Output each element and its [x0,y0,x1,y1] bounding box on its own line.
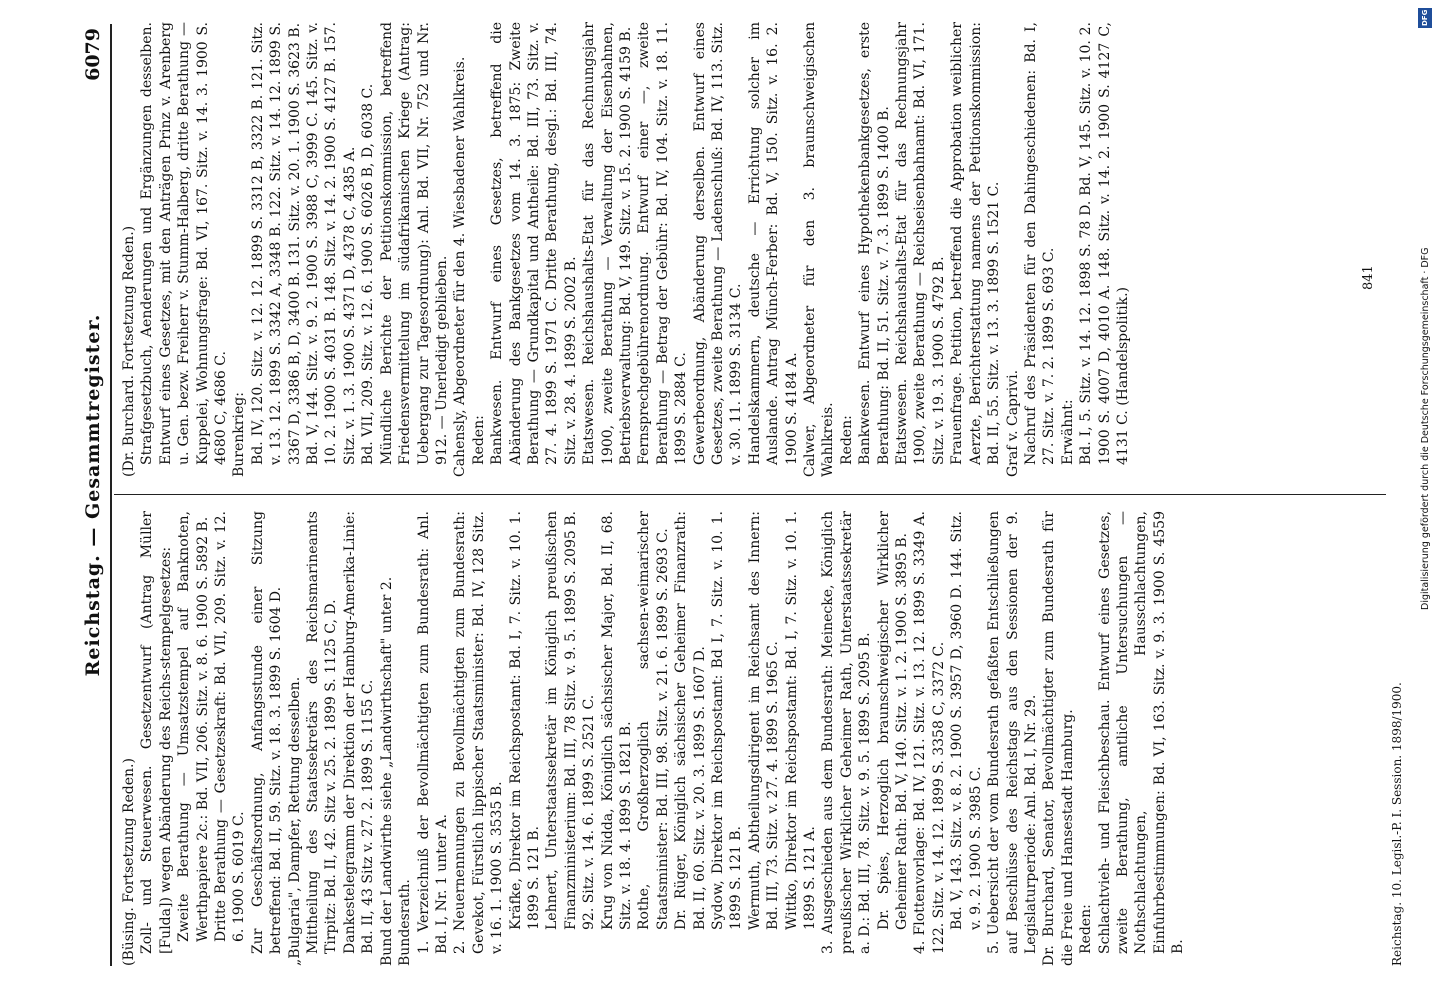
index-entry: Lehnert, Unterstaatssekretär im Königlich preußischen Finanzministerium: Bd. III, 78 Sitz. v. 9. 5. 1899 S. 2095 B. 92. Sitz. v. 14. 6. 1899 S. 2521 C. [544,511,598,930]
index-entry: (Büsing. Fortsetzung Reden.) [121,758,137,966]
index-entry: Mündliche Berichte der Petitionskommission, betreffend Friedensvermittelung im südafrikanischen Kriege (Antrag: Uebergang zur Tagesordnung): Anl. Bd. VII, Nr. 752 und Nr. 912. — Unerledigt geblieben. [378,22,450,465]
index-entry: Reden: [838,415,855,465]
index-entry: Handelskammern, deutsche — Errichtung solcher im Auslande. Antrag Münch-Ferber: Bd. V, 150. Sitz. v. 16. 2. 1900 S. 4184 A. [746,22,800,465]
rotated-page [64,0,1416,990]
index-entry: Dr. Spies, Herzoglich braunschweigischer Wirklicher Geheimer Rath: Bd. V, 140. Sitz. v. 1. 2. 1900 S. 3895 B. [875,511,911,930]
index-entry: Bd. I, 5. Sitz. v. 14. 12. 1898 S. 78 D. Bd. V, 145. Sitz. v. 10. 2. 1900 S. 4007 D, 4010 A. 148. Sitz. v. 14. 2. 1900 S. 4127 C, 4131 C. (Handelspolitik.) [1078,22,1131,465]
index-entry: Calwer, Abgeordneter für den 3. braunschweigischen Wahlkreis. [802,22,837,477]
index-entry: Burenkrieg: [231,392,248,477]
signature-mark: 841 [1361,265,1376,290]
index-entry: Bd. IV, 120. Sitz. v. 12. 12. 1899 S. 3312 B, 3322 B. 121. Sitz. v. 13. 12. 1899 S. 3342 A, 3348 B. 122. Sitz. v. 14. 12. 1899 S. 3367 D, 3386 B, D, 3400 B. 131. Sitz. v. 20. 1. 1900 S. 3623 B. [249,22,303,465]
index-entry: Bd. V, 143. Sitz. v. 8. 2. 1900 S. 3957 D, 3960 D. 144. Sitz. v. 9. 2. 1900 S. 3985 C. [949,511,984,930]
index-entry: Wermuth, Abtheilungsdirigent im Reichsamt des Innern: Bd. III, 73. Sitz. v. 27. 4. 1899 S. 1965 C. [746,511,782,930]
index-entry: Graf v. Caprivi. [1004,369,1021,477]
index-entry: Cahensly, Abgeordneter für den 4. Wiesbadener Wahlkreis. [452,56,469,477]
index-entry: Dankestelegramm der Direktion der Hamburg-Amerika-Linie: Bd. II, 43 Sitz v. 27. 2. 1899 S. 1155 C. [341,511,377,954]
index-entry: Bd. V, 144. Sitz. v. 9. 2. 1900 S. 3988 C, 3999 C. 145. Sitz. v. 10. 2. 1900 S. 4031 B. 148. Sitz. v. 14. 2. 1900 S. 4127 B. 157. Sitz. v. 1. 3. 1900 S. 4371 D, 4378 C, 4385 A. [305,22,358,465]
index-entry: Reden: [470,415,487,465]
index-entry: Bankwesen. Entwurf eines Gesetzes, betreffend die Abänderung des Bankgesetzes vom 14. 3. 1875: Zweite Berathung — Grundkapital und Antheile: Bd. III, 73. Sitz. v. 27. 4. 1899 S. 1971 C. Dritte Berathung, desgl.: Bd. III, 74. Sitz. v. 28. 4. 1899 S. 2002 B. [489,22,579,465]
column-separator [114,494,1386,495]
header-rule [110,24,112,966]
index-entry: Zoll- und Steuerwesen. Gesetzentwurf (Antrag Müller [Fulda]) wegen Abänderung des Reichs-stempelgesetzes: [139,511,174,954]
index-entry: Fernsprechgebührenordnung. Entwurf einer —, zweite Berathung — Betrag der Gebühr: Bd. IV, 104. Sitz. v. 18. 11. 1899 S. 2884 C. [636,22,690,465]
index-entry: Krug von Nidda, Königlich sächsischer Major, Bd. II, 68. Sitz. v. 18. 4. 1899 S. 1821 B. [599,511,634,930]
index-entry: 5. Uebersicht der vom Bundesrath gefaßten Entschließungen auf Beschlüsse des Reichstags aus den Sessionen der 9. Legislaturperiode: Anl. Bd. I, Nr. 29. [986,511,1039,954]
index-entry: Rothe, Großherzoglich sachsen-weimarischer Staatsminister: Bd. III, 98. Sitz. v. 21. 6. 1899 S. 2693 C. [636,511,671,930]
index-entry: „Bulgaria", Dampfer, Rettung desselben. [286,676,303,966]
digitization-note [1418,10,1432,1000]
index-entry: Dritte Berathung — Gesetzeskraft: Bd. VII, 209. Sitz. v. 12. 6. 1900 S. 6019 C. [213,511,248,942]
page-number: 6079 [82,28,104,81]
index-entry: Dr. Rüger, Königlich sächsischer Geheimer Finanzrath: Bd. II, 60. Sitz. v. 20. 3. 1899 S. 1607 D. [673,511,708,930]
index-entry: Kräfke, Direktor im Reichspostamt: Bd. I, 7. Sitz. v. 10. 1. 1899 S. 121 B. [507,511,542,930]
index-entry: Bundesrath. [397,879,414,966]
index-entry: Etatswesen. Reichshaushalts-Etat für das Rechnungsjahr 1900, zweite Berathung — Reichseisenbahnamt: Bd. VI, 171. Sitz. v. 19. 3. 1900 S. 4792 B. [894,22,947,465]
index-entry: Wittko, Direktor im Reichspostamt: Bd. I, 7. Sitz. v. 10. 1. 1899 S. 121 A. [783,511,819,930]
index-entry: Bd. VII, 209. Sitz. v. 12. 6. 1900 S. 6026 B, D, 6038 C. [360,83,377,465]
index-entry: Bankwesen. Entwurf eines Hypothekenbankgesetzes, erste Berathung: Bd. II, 51. Sitz. v. 7. 3. 1899 S. 1400 B. [857,22,892,465]
index-entry: Dr. Burchard, Senator, Bevollmächtigter zum Bundesrath für die Freie und Hansestadt Hamburg. [1041,511,1076,966]
running-title: Reichstag. — Gesammtregister. [82,313,104,677]
page-header [82,24,108,966]
index-entry: 3. Ausgeschieden aus dem Bundesrath: Meinecke, Königlich preußischer Wirklicher Geheimer Rath, Unterstaatssekretär a. D.: Bd. III, 78. Sitz. v. 9. 5. 1899 S. 2095 B. [820,511,874,954]
index-entry: 4. Flottenvorlage: Bd. IV, 121. Sitz. v. 13. 12. 1899 S. 3349 A. 122. Sitz. v. 14. 12. 1899 S. 3358 C, 3372 C. [912,511,947,954]
index-entry: Erwähnt: [1059,399,1076,465]
index-entry: Gewerbeordnung, Abänderung derselben. Entwurf eines Gesetzes, zweite Berathung — Ladenschluß: Bd. IV, 113. Sitz. v. 30. 11. 1899 S. 3134 C. [691,22,745,465]
index-entry: Zweite Berathung — Umsatzstempel auf Banknoten, Werthpapiere 2c.: Bd. VII, 206. Sitz. v. 8. 6. 1900 S. 5892 B. [176,511,211,942]
index-entry: (Dr. Burchard. Fortsetzung Reden.) [121,225,137,477]
footer-session: Reichstag. 10. Legisl.-P. I. Session. 1898/1900. [1390,682,1404,966]
index-entry: Bund der Landwirthe siehe „Landwirthschaft" unter 2. [378,576,395,966]
index-entry: 2. Neuernennungen zu Bevollmächtigten zum Bundesrath: Gevekot, Fürstlich lippischer Staatsminister: Bd. IV, 128 Sitz. v. 16. 1. 1900 S. 3535 B. [452,511,506,954]
index-entry: Nachruf des Präsidenten für den Dahingeschiedenen: Bd. I, 27. Sitz. v. 7. 2. 1899 S. 693 C. [1022,22,1058,465]
right-column [120,22,1132,477]
left-column [120,511,1188,966]
index-entry: Mittheilung des Staatssekretärs des Reichsmarineamts Tirpitz: Bd. II, 42. Sitz v. 25. 2. 1899 S. 1125 C, D. [305,511,340,954]
index-entry: 1. Verzeichniß der Bevollmächtigten zum Bundesrath: Anl. Bd. I, Nr. 1 unter A. [415,511,450,954]
index-entry: Sydow, Direktor im Reichspostamt: Bd I, 7. Sitz. v. 10. 1. 1899 S. 121 B. [710,511,745,930]
index-entry: Frauenfrage. Petition, betreffend die Approbation weiblicher Aerzte, Berichterstattung namens der Petitionskommission: Bd. II, 55. Sitz. v. 13. 3. 1899 S. 1521 C. [949,22,1003,465]
index-entry: Reden: [1078,904,1095,954]
index-entry: Etatswesen. Reichshaushalts-Etat für das Rechnungsjahr 1900, zweite Berathung — Verwaltung der Eisenbahnen, Betriebsverwaltung: Bd. V, 149. Sitz. v. 15. 2. 1900 S. 4159 B. [581,22,634,465]
index-entry: Zur Geschäftsordnung, Anfangsstunde einer Sitzung betreffend: Bd. II, 59. Sitz. v. 18. 3. 1899 S. 1604 D. [249,511,285,954]
digitization-text: Digitalisierung gefördert durch die Deutsche Forschungsgemeinschaft · DFG [1420,247,1431,610]
index-entry: Schlachtvieh- und Fleischbeschau. Entwurf eines Gesetzes, zweite Berathung, amtliche Untersuchungen — Nothschlachtungen, Hausschlachtungen, Einfuhrbestimmungen: Bd. VI, 163. Sitz. v. 9. 3. 1900 S. 4559 B. [1096,511,1187,954]
dfg-logo: DFG [1418,8,1432,28]
index-entry: Strafgesetzbuch, Aenderungen und Ergänzungen desselben. Entwurf eines Gesetzes, mit den Anträgen Prinz v. Arenberg u. Gen. bezw. Freiherr v. Stumm-Halberg, dritte Berathung — Kuppelei, Wohnungsfrage: Bd. VI, 167. Sitz. v. 14. 3. 1900 S. 4680 C, 4686 C. [139,22,230,465]
